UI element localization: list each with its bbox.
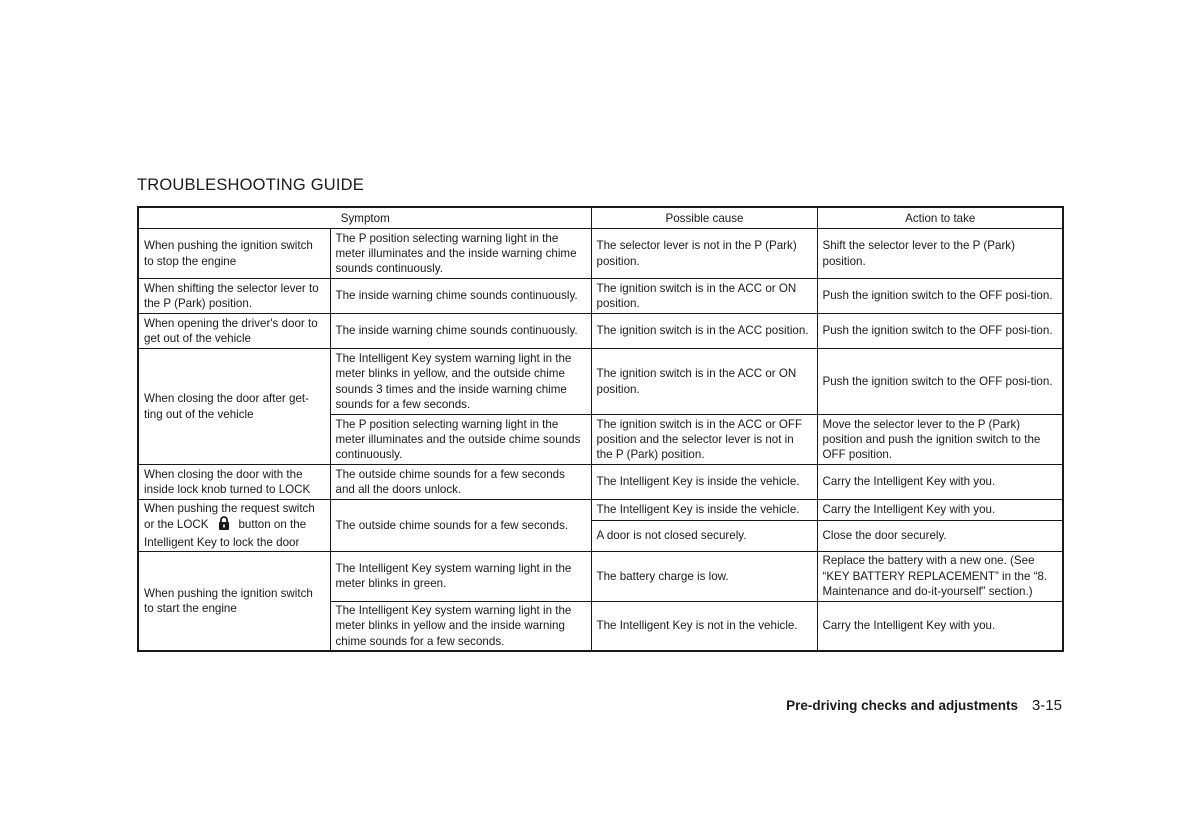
situation-text-pre: When pushing the request switch or the LOCK [144,502,315,532]
symptom-cell: The inside warning chime sounds continuously. [330,314,591,349]
header-possible-cause: Possible cause [591,207,817,229]
troubleshooting-table [137,206,1064,652]
cause-cell: The ignition switch is in the ACC or ON position. [591,279,817,314]
table-row [138,349,1063,415]
cause-cell: The battery charge is low. [591,551,817,601]
action-cell: Push the ignition switch to the OFF posi-tion. [817,349,1063,415]
symptom-cell: The Intelligent Key system warning light in the meter blinks in green. [330,551,591,601]
symptom-cell: The Intelligent Key system warning light in the meter blinks in yellow, and the outside chime sounds 3 times and the inside warning chime sounds for a few seconds. [330,349,591,415]
page-title: TROUBLESHOOTING GUIDE [137,176,364,194]
table-row [138,465,1063,500]
action-cell: Replace the battery with a new one. (See “KEY BATTERY REPLACEMENT” in the “8. Maintenance and do-it-yourself” section.) [817,551,1063,601]
cause-cell: The Intelligent Key is inside the vehicle. [591,465,817,500]
table-row [138,500,1063,521]
situation-text-post: button on the Intelligent Key to lock the door [144,518,307,549]
header-action: Action to take [817,207,1063,229]
cause-cell: The Intelligent Key is not in the vehicle. [591,601,817,651]
situation-cell: When pushing the ignition switch to start the engine [138,551,330,651]
action-cell: Carry the Intelligent Key with you. [817,500,1063,521]
action-cell: Push the ignition switch to the OFF posi-tion. [817,314,1063,349]
cause-cell: The ignition switch is in the ACC or ON position. [591,349,817,415]
symptom-cell: The Intelligent Key system warning light in the meter blinks in yellow and the inside warning chime sounds for a few seconds. [330,601,591,651]
cause-cell: The ignition switch is in the ACC or OFF position and the selector lever is not in the P (Park) position. [591,415,817,465]
symptom-cell: The P position selecting warning light in the meter illuminates and the outside chime sounds continuously. [330,415,591,465]
situation-cell: When shifting the selector lever to the P (Park) position. [138,279,330,314]
lock-icon [218,516,230,534]
situation-cell: When opening the driver's door to get out of the vehicle [138,314,330,349]
table-row [138,314,1063,349]
table-header-row [138,207,1063,229]
section-name: Pre-driving checks and adjustments [786,698,1018,713]
situation-cell: When closing the door with the inside lock knob turned to LOCK [138,465,330,500]
symptom-cell: The outside chime sounds for a few seconds and all the doors unlock. [330,465,591,500]
action-cell: Carry the Intelligent Key with you. [817,465,1063,500]
header-symptom: Symptom [138,207,591,229]
situation-cell: When pushing the ignition switch to stop the engine [138,229,330,279]
action-cell: Carry the Intelligent Key with you. [817,601,1063,651]
action-cell: Push the ignition switch to the OFF posi-tion. [817,279,1063,314]
table-row [138,229,1063,279]
situation-cell [138,500,330,552]
page-footer [786,697,1062,714]
cause-cell: The ignition switch is in the ACC position. [591,314,817,349]
cause-cell: The selector lever is not in the P (Park) position. [591,229,817,279]
symptom-cell: The inside warning chime sounds continuously. [330,279,591,314]
symptom-cell: The outside chime sounds for a few seconds. [330,500,591,552]
table-row [138,279,1063,314]
cause-cell: The Intelligent Key is inside the vehicle. [591,500,817,521]
situation-cell: When closing the door after get-ting out of the vehicle [138,349,330,465]
cause-cell: A door is not closed securely. [591,520,817,551]
symptom-cell: The P position selecting warning light in the meter illuminates and the inside warning chime sounds continuously. [330,229,591,279]
action-cell: Shift the selector lever to the P (Park) position. [817,229,1063,279]
table-row [138,551,1063,601]
action-cell: Move the selector lever to the P (Park) position and push the ignition switch to the OFF position. [817,415,1063,465]
action-cell: Close the door securely. [817,520,1063,551]
page-number: 3-15 [1031,697,1062,714]
